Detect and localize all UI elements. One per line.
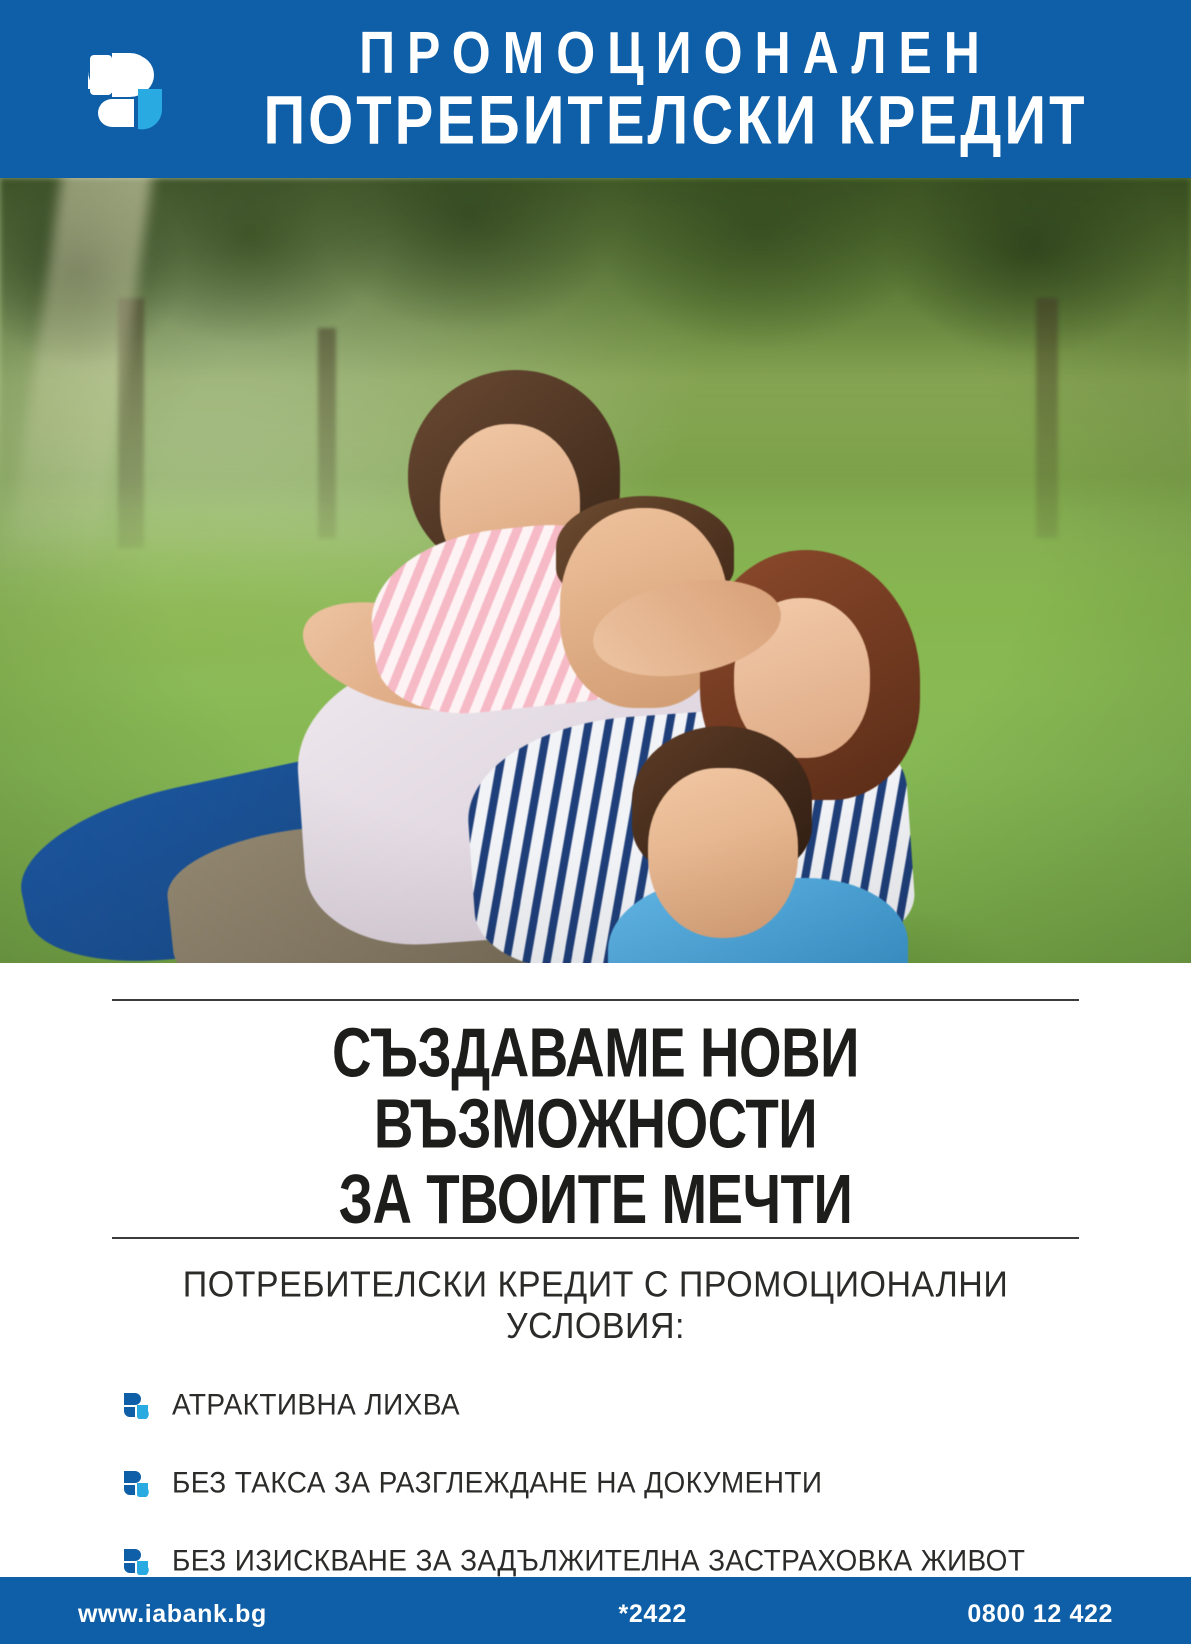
subheadline: ПОТРЕБИТЕЛСКИ КРЕДИТ С ПРОМОЦИОНАЛНИ УСЛОВИЯ: bbox=[182, 1265, 1009, 1347]
benefits-list bbox=[112, 1389, 1079, 1577]
footer-short-number[interactable]: *2422 bbox=[618, 1599, 687, 1628]
headline-line-2: ЗА ТВОИТЕ МЕЧТИ bbox=[338, 1161, 853, 1240]
benefit-label: АТРАКТИВНА ЛИХВА bbox=[172, 1388, 460, 1422]
benefit-label: БЕЗ ТАКСА ЗА РАЗГЛЕЖДАНЕ НА ДОКУМЕНТИ bbox=[172, 1466, 823, 1500]
benefit-label: БЕЗ ИЗИСКВАНЕ ЗА ЗАДЪЛЖИТЕЛНА ЗАСТРАХОВКА ЖИВОТ bbox=[172, 1544, 1026, 1578]
list-item bbox=[122, 1389, 1079, 1421]
ibank-bullet-icon bbox=[122, 1469, 150, 1497]
ibank-bullet-icon bbox=[122, 1391, 150, 1419]
list-item bbox=[122, 1467, 1079, 1499]
poster-footer bbox=[0, 1577, 1191, 1644]
poster-title-line-2: ПОТРЕБИТЕЛСКИ КРЕДИТ bbox=[263, 81, 1088, 159]
ibank-bullet-icon bbox=[122, 1547, 150, 1575]
poster-title-line-1: ПРОМОЦИОНАЛЕН bbox=[359, 19, 992, 86]
page-title bbox=[131, 1001, 1059, 1248]
footer-website[interactable]: www.iabank.bg bbox=[78, 1599, 267, 1628]
headline-line-1: СЪЗДАВАМЕ НОВИ ВЪЗМОЖНОСТИ bbox=[332, 1014, 859, 1164]
list-item bbox=[122, 1545, 1079, 1577]
hero-photo bbox=[0, 178, 1191, 963]
hero-vignette bbox=[0, 178, 1191, 963]
footer-phone[interactable]: 0800 12 422 bbox=[967, 1599, 1113, 1628]
poster-content bbox=[0, 963, 1191, 1577]
poster-header bbox=[0, 0, 1191, 178]
ibank-logo-icon bbox=[78, 43, 174, 139]
header-title-block bbox=[200, 19, 1151, 159]
